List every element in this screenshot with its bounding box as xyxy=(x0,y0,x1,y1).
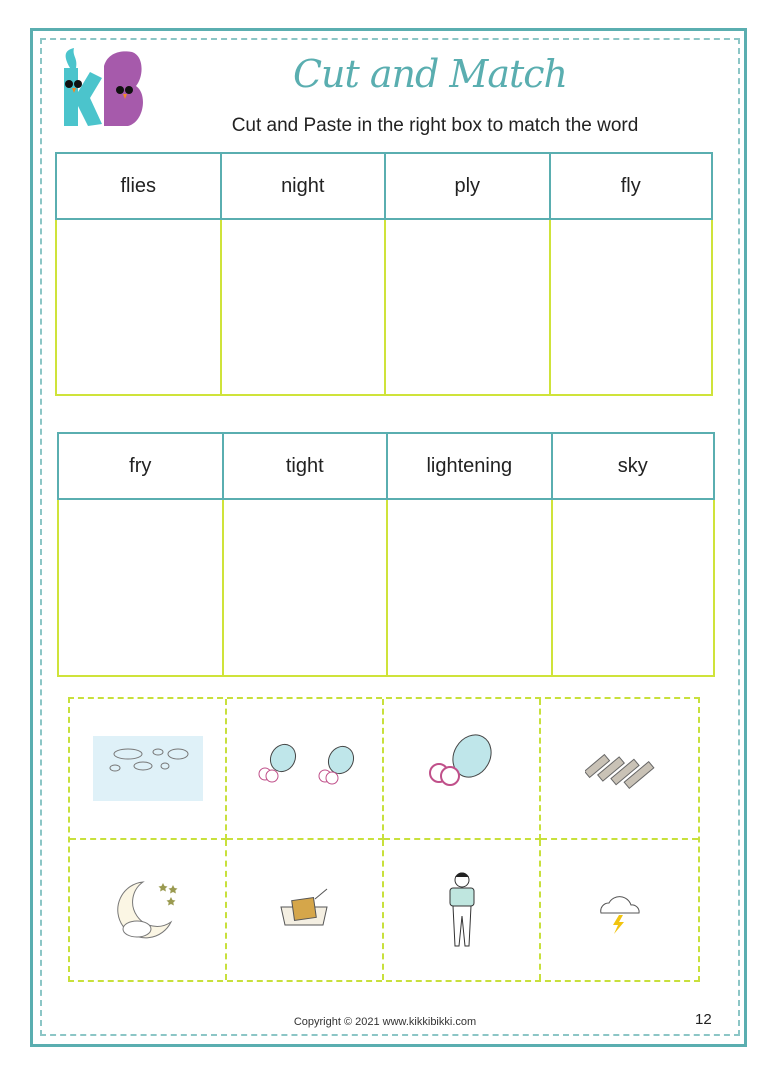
word-header: night xyxy=(220,152,385,220)
match-table-1 xyxy=(55,152,713,396)
word-header: flies xyxy=(55,152,220,220)
storm-cloud-icon xyxy=(595,885,645,935)
cutout-lightening[interactable] xyxy=(541,840,698,981)
fryer-basket-icon xyxy=(275,887,335,932)
instructions: Cut and Paste in the right box to match the word xyxy=(231,115,639,136)
match-table-2 xyxy=(57,432,715,677)
sky-clouds-icon xyxy=(93,736,203,801)
fly-icon xyxy=(417,731,507,806)
paste-box[interactable] xyxy=(386,500,551,677)
paste-box[interactable] xyxy=(551,500,716,677)
word-header: ply xyxy=(384,152,549,220)
kb-logo xyxy=(52,48,152,130)
boy-tight-pants-icon xyxy=(442,870,482,950)
page-title: Cut and Match xyxy=(292,52,568,96)
paste-box[interactable] xyxy=(384,220,549,396)
paste-box[interactable] xyxy=(222,500,387,677)
paste-box[interactable] xyxy=(55,220,220,396)
cutout-sky[interactable] xyxy=(70,699,227,840)
cutout-tight[interactable] xyxy=(384,840,541,981)
word-header: lightening xyxy=(386,432,551,500)
cutout-grid xyxy=(68,697,700,982)
word-header: fly xyxy=(549,152,714,220)
cutout-fry[interactable] xyxy=(227,840,384,981)
planks-icon xyxy=(585,743,655,793)
word-header: tight xyxy=(222,432,387,500)
copyright: Copyright © 2021 www.kikkibikki.com xyxy=(293,1016,477,1028)
paste-box[interactable] xyxy=(220,220,385,396)
word-header: sky xyxy=(551,432,716,500)
cutout-fly[interactable] xyxy=(384,699,541,840)
cutout-ply[interactable] xyxy=(541,699,698,840)
cutout-flies[interactable] xyxy=(227,699,384,840)
moon-stars-icon xyxy=(113,877,183,942)
flies-icon xyxy=(245,738,365,798)
page-number: 12 xyxy=(695,1011,712,1028)
cutout-night[interactable] xyxy=(70,840,227,981)
word-header: fry xyxy=(57,432,222,500)
paste-box[interactable] xyxy=(549,220,714,396)
paste-box[interactable] xyxy=(57,500,222,677)
